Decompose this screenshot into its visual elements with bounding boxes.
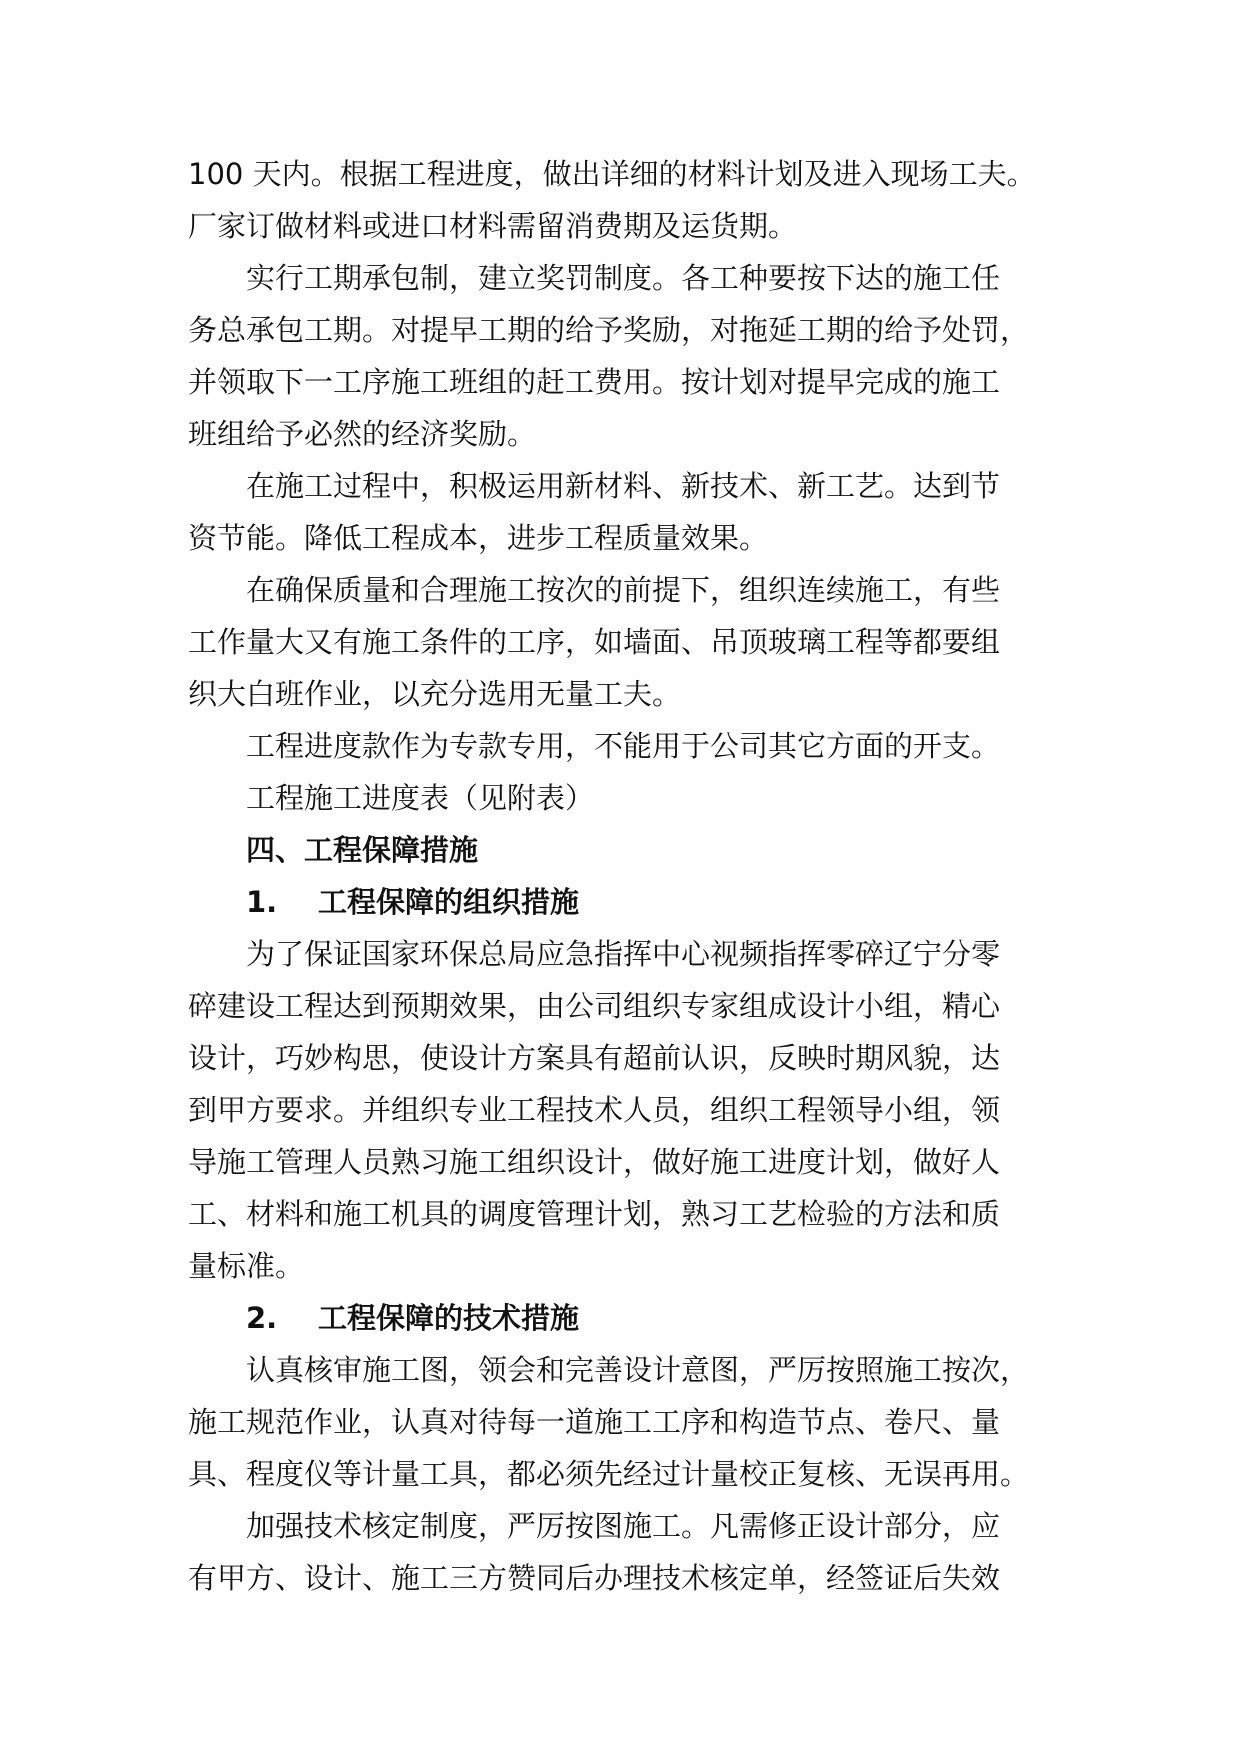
paragraph-line: 碎建设工程达到预期效果，由公司组织专家组成设计小组，精心 xyxy=(188,989,1001,1023)
paragraph-line: 施工规范作业，认真对待每一道施工工序和构造节点、卷尺、量 xyxy=(188,1405,1001,1439)
paragraph-line: 在施工过程中，积极运用新材料、新技术、新工艺。达到节 xyxy=(246,469,1001,503)
paragraph-line: 为了保证国家环保总局应急指挥中心视频指挥零碎辽宁分零 xyxy=(246,937,1001,971)
paragraph-line: 加强技术核定制度，严厉按图施工。凡需修正设计部分，应 xyxy=(246,1509,1001,1543)
paragraph-line: 实行工期承包制，建立奖罚制度。各工种要按下达的施工任 xyxy=(246,261,1001,295)
paragraph-line: 到甲方要求。并组织专业工程技术人员，组织工程领导小组，领 xyxy=(188,1093,1001,1127)
subsection-number: 2. xyxy=(246,1301,278,1335)
document-page xyxy=(188,148,1060,1604)
subsection-heading-1 xyxy=(188,876,1060,928)
paragraph-line: 设计，巧妙构思，使设计方案具有超前认识，反映时期风貌，达 xyxy=(188,1041,1001,1075)
paragraph-line: 务总承包工期。对提早工期的给予奖励，对拖延工期的给予处罚， xyxy=(188,313,1030,347)
paragraph-line: 认真核审施工图，领会和完善设计意图，严厉按照施工按次， xyxy=(246,1353,1030,1387)
subsection-title: 工程保障的技术措施 xyxy=(318,1301,580,1335)
subsection-title: 工程保障的组织措施 xyxy=(318,885,580,919)
paragraph-line: 有甲方、设计、施工三方赞同后办理技术核定单，经签证后失效 xyxy=(188,1561,1001,1595)
paragraph-line: 具、程度仪等计量工具，都必须先经过计量校正复核、无误再用。 xyxy=(188,1457,1030,1491)
paragraph-line: 工程进度款作为专款专用，不能用于公司其它方面的开支。 xyxy=(246,729,1001,763)
paragraph-line: 厂家订做材料或进口材料需留消费期及运货期。 xyxy=(188,209,798,243)
subsection-heading-2 xyxy=(188,1292,1060,1344)
section-heading: 四、工程保障措施 xyxy=(246,833,479,867)
paragraph-line: 量标准。 xyxy=(188,1249,305,1283)
paragraph-line: 工程施工进度表（见附表） xyxy=(246,781,595,815)
subsection-number: 1. xyxy=(246,885,278,919)
paragraph-line: 工作量大又有施工条件的工序，如墙面、吊顶玻璃工程等都要组 xyxy=(188,625,1001,659)
paragraph-line: 班组给予必然的经济奖励。 xyxy=(188,417,537,451)
paragraph-line: 100 天内。根据工程进度，做出详细的材料计划及进入现场工夫。 xyxy=(188,157,1036,191)
paragraph-line: 导施工管理人员熟习施工组织设计，做好施工进度计划，做好人 xyxy=(188,1145,1001,1179)
paragraph-line: 织大白班作业，以充分选用无量工夫。 xyxy=(188,677,682,711)
paragraph-line: 并领取下一工序施工班组的赶工费用。按计划对提早完成的施工 xyxy=(188,365,1001,399)
paragraph-line: 资节能。降低工程成本，进步工程质量效果。 xyxy=(188,521,769,555)
paragraph-line: 工、材料和施工机具的调度管理计划，熟习工艺检验的方法和质 xyxy=(188,1197,1001,1231)
paragraph-line: 在确保质量和合理施工按次的前提下，组织连续施工，有些 xyxy=(246,573,1001,607)
